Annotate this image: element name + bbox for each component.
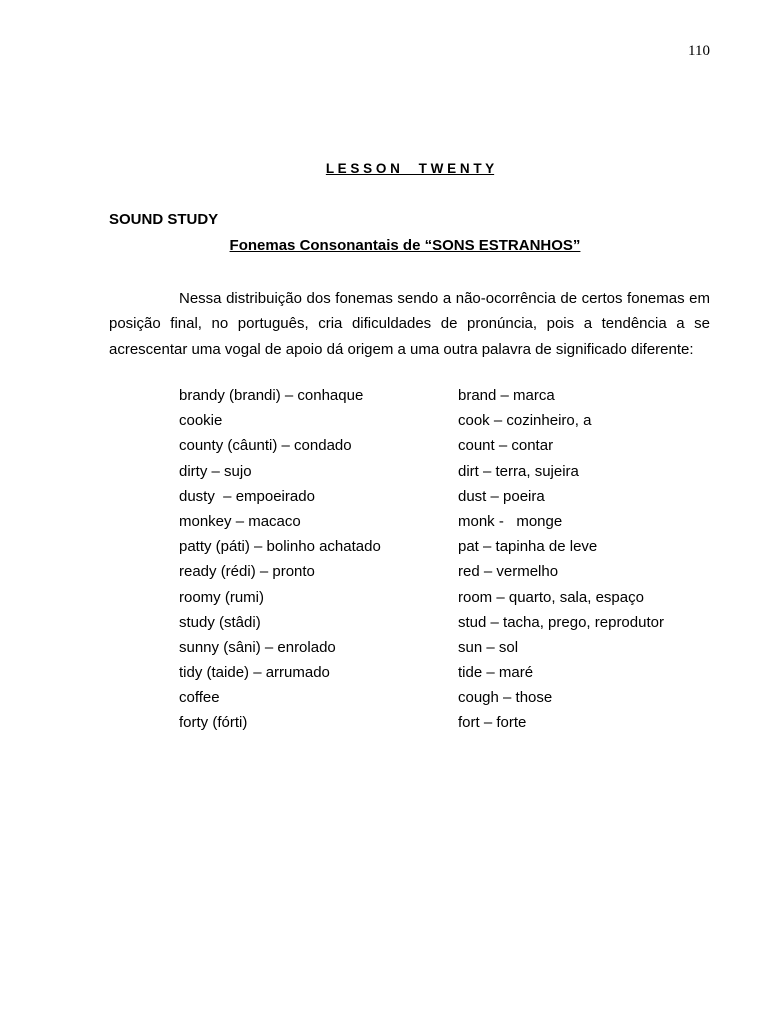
english-word-without-vowel: stud – tacha, prego, reprodutor	[458, 613, 664, 631]
english-word-without-vowel: monk - monge	[458, 512, 563, 530]
word-pair-row	[179, 614, 719, 639]
page-number: 110	[688, 43, 710, 59]
intro-paragraph: Nessa distribuição dos fonemas sendo a não-ocorrência de certos fonemas em posição final, no português, cria dificuldades de pronúncia, pois a tendência a se acrescentar uma vogal de apoio dá origem a uma outra palavra de significado diferente:	[109, 290, 710, 358]
english-word-with-vowel: ready (rédi) – pronto	[179, 563, 315, 581]
english-word-without-vowel: fort – forte	[458, 714, 527, 732]
word-pair-row	[179, 664, 719, 689]
word-pair-row	[179, 538, 719, 563]
word-pair-row	[179, 412, 719, 437]
subheading: Fonemas Consonantais de “SONS ESTRANHOS”	[229, 237, 581, 254]
english-word-with-vowel: tidy (taide) – arrumado	[179, 664, 330, 682]
english-word-with-vowel: patty (páti) – bolinho achatado	[179, 538, 381, 556]
word-pair-row	[179, 589, 719, 614]
word-pair-row	[179, 463, 719, 488]
section-heading: SOUND STUDY	[109, 211, 219, 228]
english-word-with-vowel: coffee	[179, 689, 220, 707]
english-word-with-vowel: forty (fórti)	[179, 714, 248, 732]
english-word-with-vowel: study (stâdi)	[179, 613, 261, 631]
english-word-without-vowel: brand – marca	[458, 387, 555, 404]
english-word-with-vowel: monkey – macaco	[179, 512, 301, 530]
english-word-without-vowel: count – contar	[458, 437, 554, 455]
word-pair-list	[179, 387, 719, 740]
english-word-with-vowel: roomy (rumi)	[179, 588, 264, 606]
english-word-with-vowel: brandy (brandi) – conhaque	[179, 387, 364, 404]
word-pair-row	[179, 689, 719, 714]
word-pair-row	[179, 639, 719, 664]
english-word-without-vowel: cook – cozinheiro, a	[458, 412, 592, 430]
word-pair-row	[179, 387, 719, 412]
english-word-without-vowel: dirt – terra, sujeira	[458, 462, 579, 480]
word-pair-row	[179, 563, 719, 588]
english-word-without-vowel: cough – those	[458, 689, 553, 707]
word-pair-row	[179, 513, 719, 538]
english-word-without-vowel: red – vermelho	[458, 563, 559, 581]
english-word-without-vowel: room – quarto, sala, espaço	[458, 588, 644, 606]
english-word-with-vowel: cookie	[179, 412, 223, 430]
english-word-without-vowel: dust – poeira	[458, 487, 545, 505]
english-word-with-vowel: sunny (sâni) – enrolado	[179, 638, 336, 656]
english-word-with-vowel: dirty – sujo	[179, 462, 252, 480]
lesson-title: L E S S O N T W E N T Y	[325, 161, 495, 176]
english-word-without-vowel: sun – sol	[458, 638, 519, 656]
english-word-with-vowel: county (câunti) – condado	[179, 437, 352, 455]
word-pair-row	[179, 714, 719, 739]
english-word-without-vowel: pat – tapinha de leve	[458, 538, 598, 556]
word-pair-row	[179, 437, 719, 462]
english-word-with-vowel: dusty – empoeirado	[179, 487, 315, 505]
english-word-without-vowel: tide – maré	[458, 664, 534, 682]
word-pair-row	[179, 488, 719, 513]
